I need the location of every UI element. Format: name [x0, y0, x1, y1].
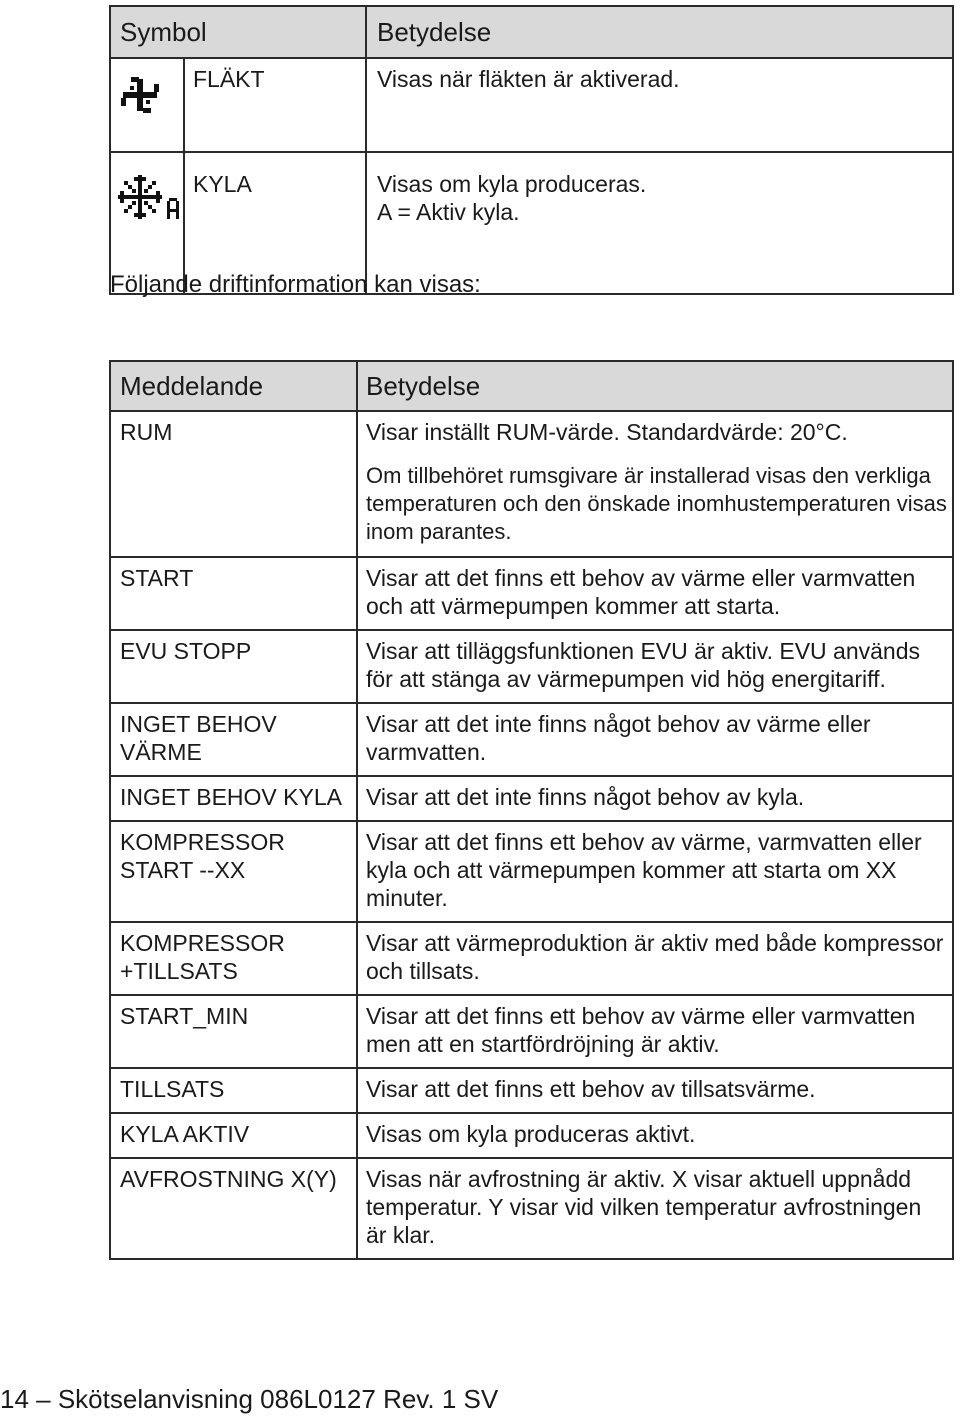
meaning-note: Om tillbehöret rumsgivare är installerad visas den verkliga temperaturen och den önskade inomhustemperaturen visas inom parantes.: [366, 463, 947, 544]
message-cell: KYLA AKTIV: [110, 1113, 357, 1158]
message-cell: TILLSATS: [110, 1068, 357, 1113]
message-cell: INGET BEHOV VÄRME: [110, 703, 357, 776]
symbol-table: [109, 5, 954, 295]
intro-text: Följande driftinformation kan visas:: [110, 271, 481, 298]
meaning-cell: Visas när avfrostning är aktiv. X visar aktuell uppnådd temperatur. Y visar vid vilken temperatur avfrostningen är klar.: [357, 1158, 953, 1259]
meaning-cell: Visar att det finns ett behov av värme eller varmvatten och att värmepumpen kommer att starta.: [357, 557, 953, 630]
meaning-cell: Visar att det inte finns något behov av värme eller varmvatten.: [357, 703, 953, 776]
meaning-text: Visar inställt RUM-värde. Standardvärde: 20°C.: [366, 419, 848, 445]
header-symbol: Symbol: [110, 6, 366, 58]
symbol-meaning-line: A = Aktiv kyla.: [377, 199, 520, 225]
meaning-cell: Visar att det finns ett behov av värme, varmvatten eller kyla och att värmepumpen kommer att starta om XX minuter.: [357, 821, 953, 922]
table-row: [110, 995, 953, 1068]
table-row: [110, 1113, 953, 1158]
messages-table-header: [110, 361, 953, 411]
fan-icon: [117, 73, 163, 123]
table-row: [110, 1158, 953, 1259]
symbol-meaning: Visas när fläkten är aktiverad.: [366, 58, 953, 152]
message-cell: EVU STOPP: [110, 630, 357, 703]
meaning-cell: Visar att tilläggsfunktionen EVU är aktiv. EVU används för att stänga av värmepumpen vid hög energitariff.: [357, 630, 953, 703]
table-row: [110, 922, 953, 995]
messages-table: [109, 360, 954, 1260]
table-row: [110, 1068, 953, 1113]
meaning-cell: Visar att det inte finns något behov av kyla.: [357, 776, 953, 821]
meaning-cell: Visar att det finns ett behov av tillsatsvärme.: [357, 1068, 953, 1113]
meaning-cell: [357, 411, 953, 557]
table-row: [110, 703, 953, 776]
message-cell: START: [110, 557, 357, 630]
header-meaning: Betydelse: [366, 6, 953, 58]
symbol-name: KYLA: [193, 171, 252, 197]
message-cell: KOMPRESSOR +TILLSATS: [110, 922, 357, 995]
message-cell: RUM: [110, 411, 357, 557]
message-cell: KOMPRESSOR START --XX: [110, 821, 357, 922]
message-cell: START_MIN: [110, 995, 357, 1068]
symbol-meaning-line: Visas om kyla produceras.: [377, 171, 647, 197]
meaning-cell: Visar att det finns ett behov av värme eller varmvatten men att en startfördröjning är aktiv.: [357, 995, 953, 1068]
meaning-cell: Visas om kyla produceras aktivt.: [357, 1113, 953, 1158]
table-row: [110, 630, 953, 703]
symbol-row-flakt: [110, 58, 953, 152]
table-row: [110, 411, 953, 557]
message-cell: INGET BEHOV KYLA: [110, 776, 357, 821]
page-footer: 14 – Skötselanvisning 086L0127 Rev. 1 SV: [0, 1384, 499, 1414]
symbol-name: FLÄKT: [193, 66, 265, 92]
snowflake-a-icon: [117, 173, 181, 229]
symbol-table-header: [110, 6, 953, 58]
header-message: Meddelande: [110, 361, 357, 411]
meaning-cell: Visar att värmeproduktion är aktiv med både kompressor och tillsats.: [357, 922, 953, 995]
symbol-cell: [110, 58, 366, 152]
header-meaning: Betydelse: [357, 361, 953, 411]
table-row: [110, 776, 953, 821]
symbol-divider: [183, 59, 185, 151]
table-row: [110, 821, 953, 922]
message-cell: AVFROSTNING X(Y): [110, 1158, 357, 1259]
table-row: [110, 557, 953, 630]
